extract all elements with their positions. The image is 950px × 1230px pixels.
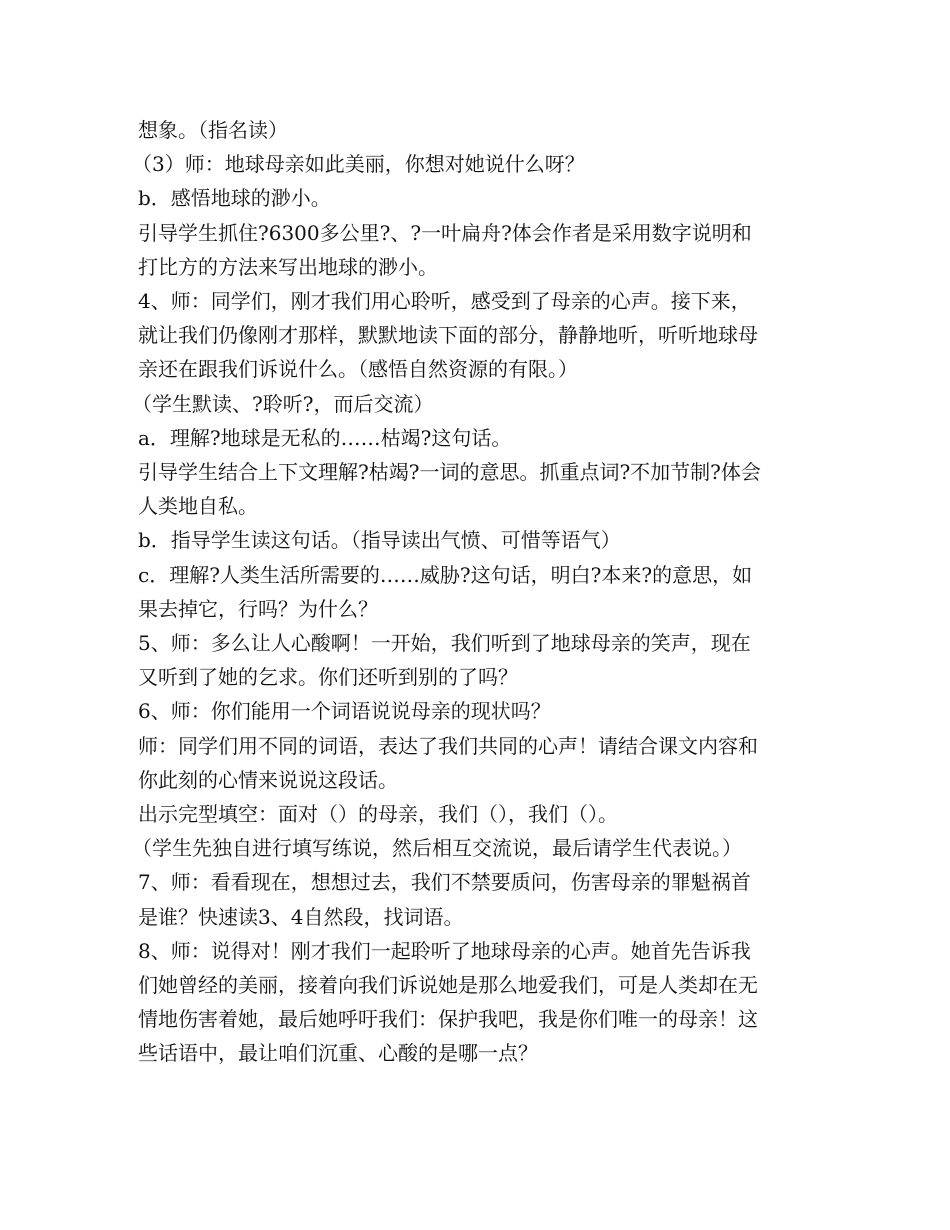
text-line: 人类地自私。 — [138, 494, 258, 519]
text-line: （学生先独自进行填写练说，然后相互交流说，最后请学生代表说。） — [132, 836, 742, 861]
text-line: 引导学生结合上下文理解?枯竭?一词的意思。抓重点词?不加节制?体会 — [138, 460, 761, 485]
text-line: c．理解?人类生活所需要的……威胁?这句话，明白?本来?的意思，如 — [138, 562, 753, 587]
text-line: 5、师：多么让人心酸啊！一开始，我们听到了地球母亲的笑声，现在 — [138, 631, 751, 656]
text-line: （学生默读、?聆听?，而后交流） — [132, 391, 434, 416]
text-line: 师：同学们用不同的词语，表达了我们共同的心声！请结合课文内容和 — [138, 733, 758, 758]
text-line: 7、师：看看现在，想想过去，我们不禁要质问，伤害母亲的罪魁祸首 — [138, 870, 751, 895]
text-line: 引导学生抓住?6300多公里?、?一叶扁舟?体会作者是采用数字说明和 — [138, 220, 752, 245]
text-line: 想象。（指名读） — [138, 118, 288, 142]
text-line: b．感悟地球的渺小。 — [138, 186, 331, 211]
text-line: （3）师：地球母亲如此美丽，你想对她说什么呀？ — [132, 152, 585, 177]
text-line: 你此刻的心情来说说这段话。 — [138, 767, 398, 792]
text-line: 4、师：同学们，刚才我们用心聆听，感受到了母亲的心声。接下来， — [138, 289, 751, 314]
text-line: 6、师：你们能用一个词语说说母亲的现状吗？ — [138, 699, 551, 724]
text-line: 情地伤害着她，最后她呼吁我们：保护我吧，我是你们唯一的母亲！这 — [138, 1007, 758, 1032]
text-line: a．理解?地球是无私的……枯竭?这句话。 — [138, 425, 512, 450]
text-line: 出示完型填空：面对（）的母亲，我们（），我们（）。 — [138, 802, 618, 827]
text-line: b．指导学生读这句话。（指导读出气愤、可惜等语气） — [138, 528, 621, 553]
text-line: 又听到了她的乞求。你们还听到别的了吗？ — [138, 665, 518, 690]
text-line: 打比方的方法来写出地球的渺小。 — [138, 254, 438, 279]
text-line: 亲还在跟我们诉说什么。（感悟自然资源的有限。） — [138, 357, 578, 382]
document-body — [132, 113, 818, 1071]
text-line: 些话语中，最让咱们沉重、心酸的是哪一点？ — [138, 1041, 538, 1066]
text-line: 果去掉它，行吗？为什么？ — [138, 596, 378, 621]
text-line: 们她曾经的美丽，接着向我们诉说她是那么地爱我们，可是人类却在无 — [138, 973, 758, 998]
text-line: 是谁？快速读3、4自然段，找词语。 — [138, 904, 464, 929]
text-line: 就让我们仍像刚才那样，默默地读下面的部分，静静地听，听听地球母 — [138, 323, 758, 348]
text-line: 8、师：说得对！刚才我们一起聆听了地球母亲的心声。她首先告诉我 — [138, 938, 751, 963]
